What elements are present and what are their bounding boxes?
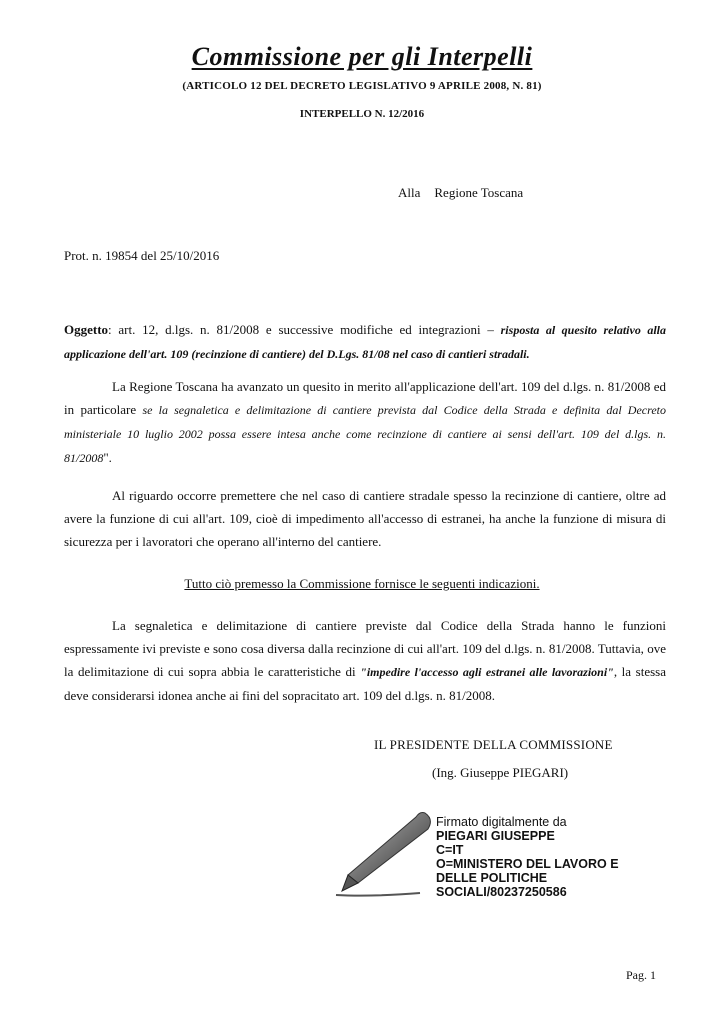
signature-line-1: Firmato digitalmente da	[436, 815, 567, 829]
addressee	[398, 185, 523, 201]
body-paragraph-3	[64, 614, 666, 707]
legal-reference: (ARTICOLO 12 DEL DECRETO LEGISLATIVO 9 APRILE 2008, N. 81)	[182, 80, 542, 92]
protocol-number: Prot. n. 19854 del 25/10/2016	[64, 248, 220, 263]
subject-paragraph	[64, 318, 666, 366]
president-title: IL PRESIDENTE DELLA COMMISSIONE	[374, 737, 613, 752]
subject-italic-text: risposta al quesito relativo alla applicazione dell'art. 109 (recinzione di cantiere) del D.Lgs. 81/08 nel caso di cantieri stradali.	[64, 323, 666, 361]
subject-label: Oggetto	[64, 322, 109, 337]
commission-title: Commissione per gli Interpelli	[191, 42, 533, 71]
addressee-prefix: Alla	[398, 185, 421, 200]
signature-line-3: C=IT	[436, 843, 464, 857]
paragraph1-end: ".	[103, 450, 112, 465]
paragraph3-text-a: La segnaletica e delimitazione di cantiere previste dal Codice della Strada hanno le funzioni espressamente ivi previste e sono cosa diversa dalla recinzione di cui all'art. 109 del d.lgs. n. 81/2008. Tuttavia, ove la delimitazione di cui sopra abbia le caratteristiche di	[64, 618, 666, 679]
digital-signature	[436, 815, 619, 899]
premise-line: Tutto ciò premesso la Commissione fornisce le seguenti indicazioni.	[184, 576, 540, 591]
paragraph3-quote: "impedire l'accesso agli estranei alle lavorazioni"	[360, 665, 614, 679]
page-number: Pag. 1	[626, 968, 656, 982]
interpello-number: INTERPELLO N. 12/2016	[299, 108, 425, 120]
signature-line-5: DELLE POLITICHE	[436, 871, 548, 885]
body-paragraph-1	[64, 375, 666, 470]
paragraph1-text: La Regione Toscana ha avanzato un quesito in merito all'applicazione dell'art. 109 del d.lgs. n. 81/2008 ed in particolare	[64, 379, 666, 417]
pen-icon	[330, 805, 440, 900]
paragraph3-text-b: , la stessa deve considerarsi idonea anche ai fini del sopracitato art. 109 del d.lgs. n. 81/2008.	[64, 664, 666, 703]
body-paragraph-2: Al riguardo occorre premettere che nel caso di cantiere stradale spesso la recinzione di cantiere, oltre ad avere la funzione di cui all'art. 109, cioè di impedimento all'accesso di estranei, ha anche la funzione di misura di sicurezza per i lavoratori che operano all'interno del cantiere.	[64, 488, 666, 549]
addressee-recipient: Regione Toscana	[434, 185, 524, 200]
subject-text: : art. 12, d.lgs. n. 81/2008 e successive modifiche ed integrazioni –	[108, 322, 501, 337]
signature-line-6: SOCIALI/80237250586	[436, 885, 567, 899]
paragraph1-italic: se la segnaletica e delimitazione di cantiere prevista dal Codice della Strada e definita dal Decreto ministeriale 10 luglio 2002 possa essere intesa anche come recinzione di cantiere ai sensi dell'art. 109 del d.lgs. n. 81/2008	[64, 403, 667, 465]
signature-line-4: O=MINISTERO DEL LAVORO E	[436, 857, 619, 871]
signature-line-2: PIEGARI GIUSEPPE	[436, 829, 555, 843]
president-name: (Ing. Giuseppe PIEGARI)	[432, 765, 569, 780]
